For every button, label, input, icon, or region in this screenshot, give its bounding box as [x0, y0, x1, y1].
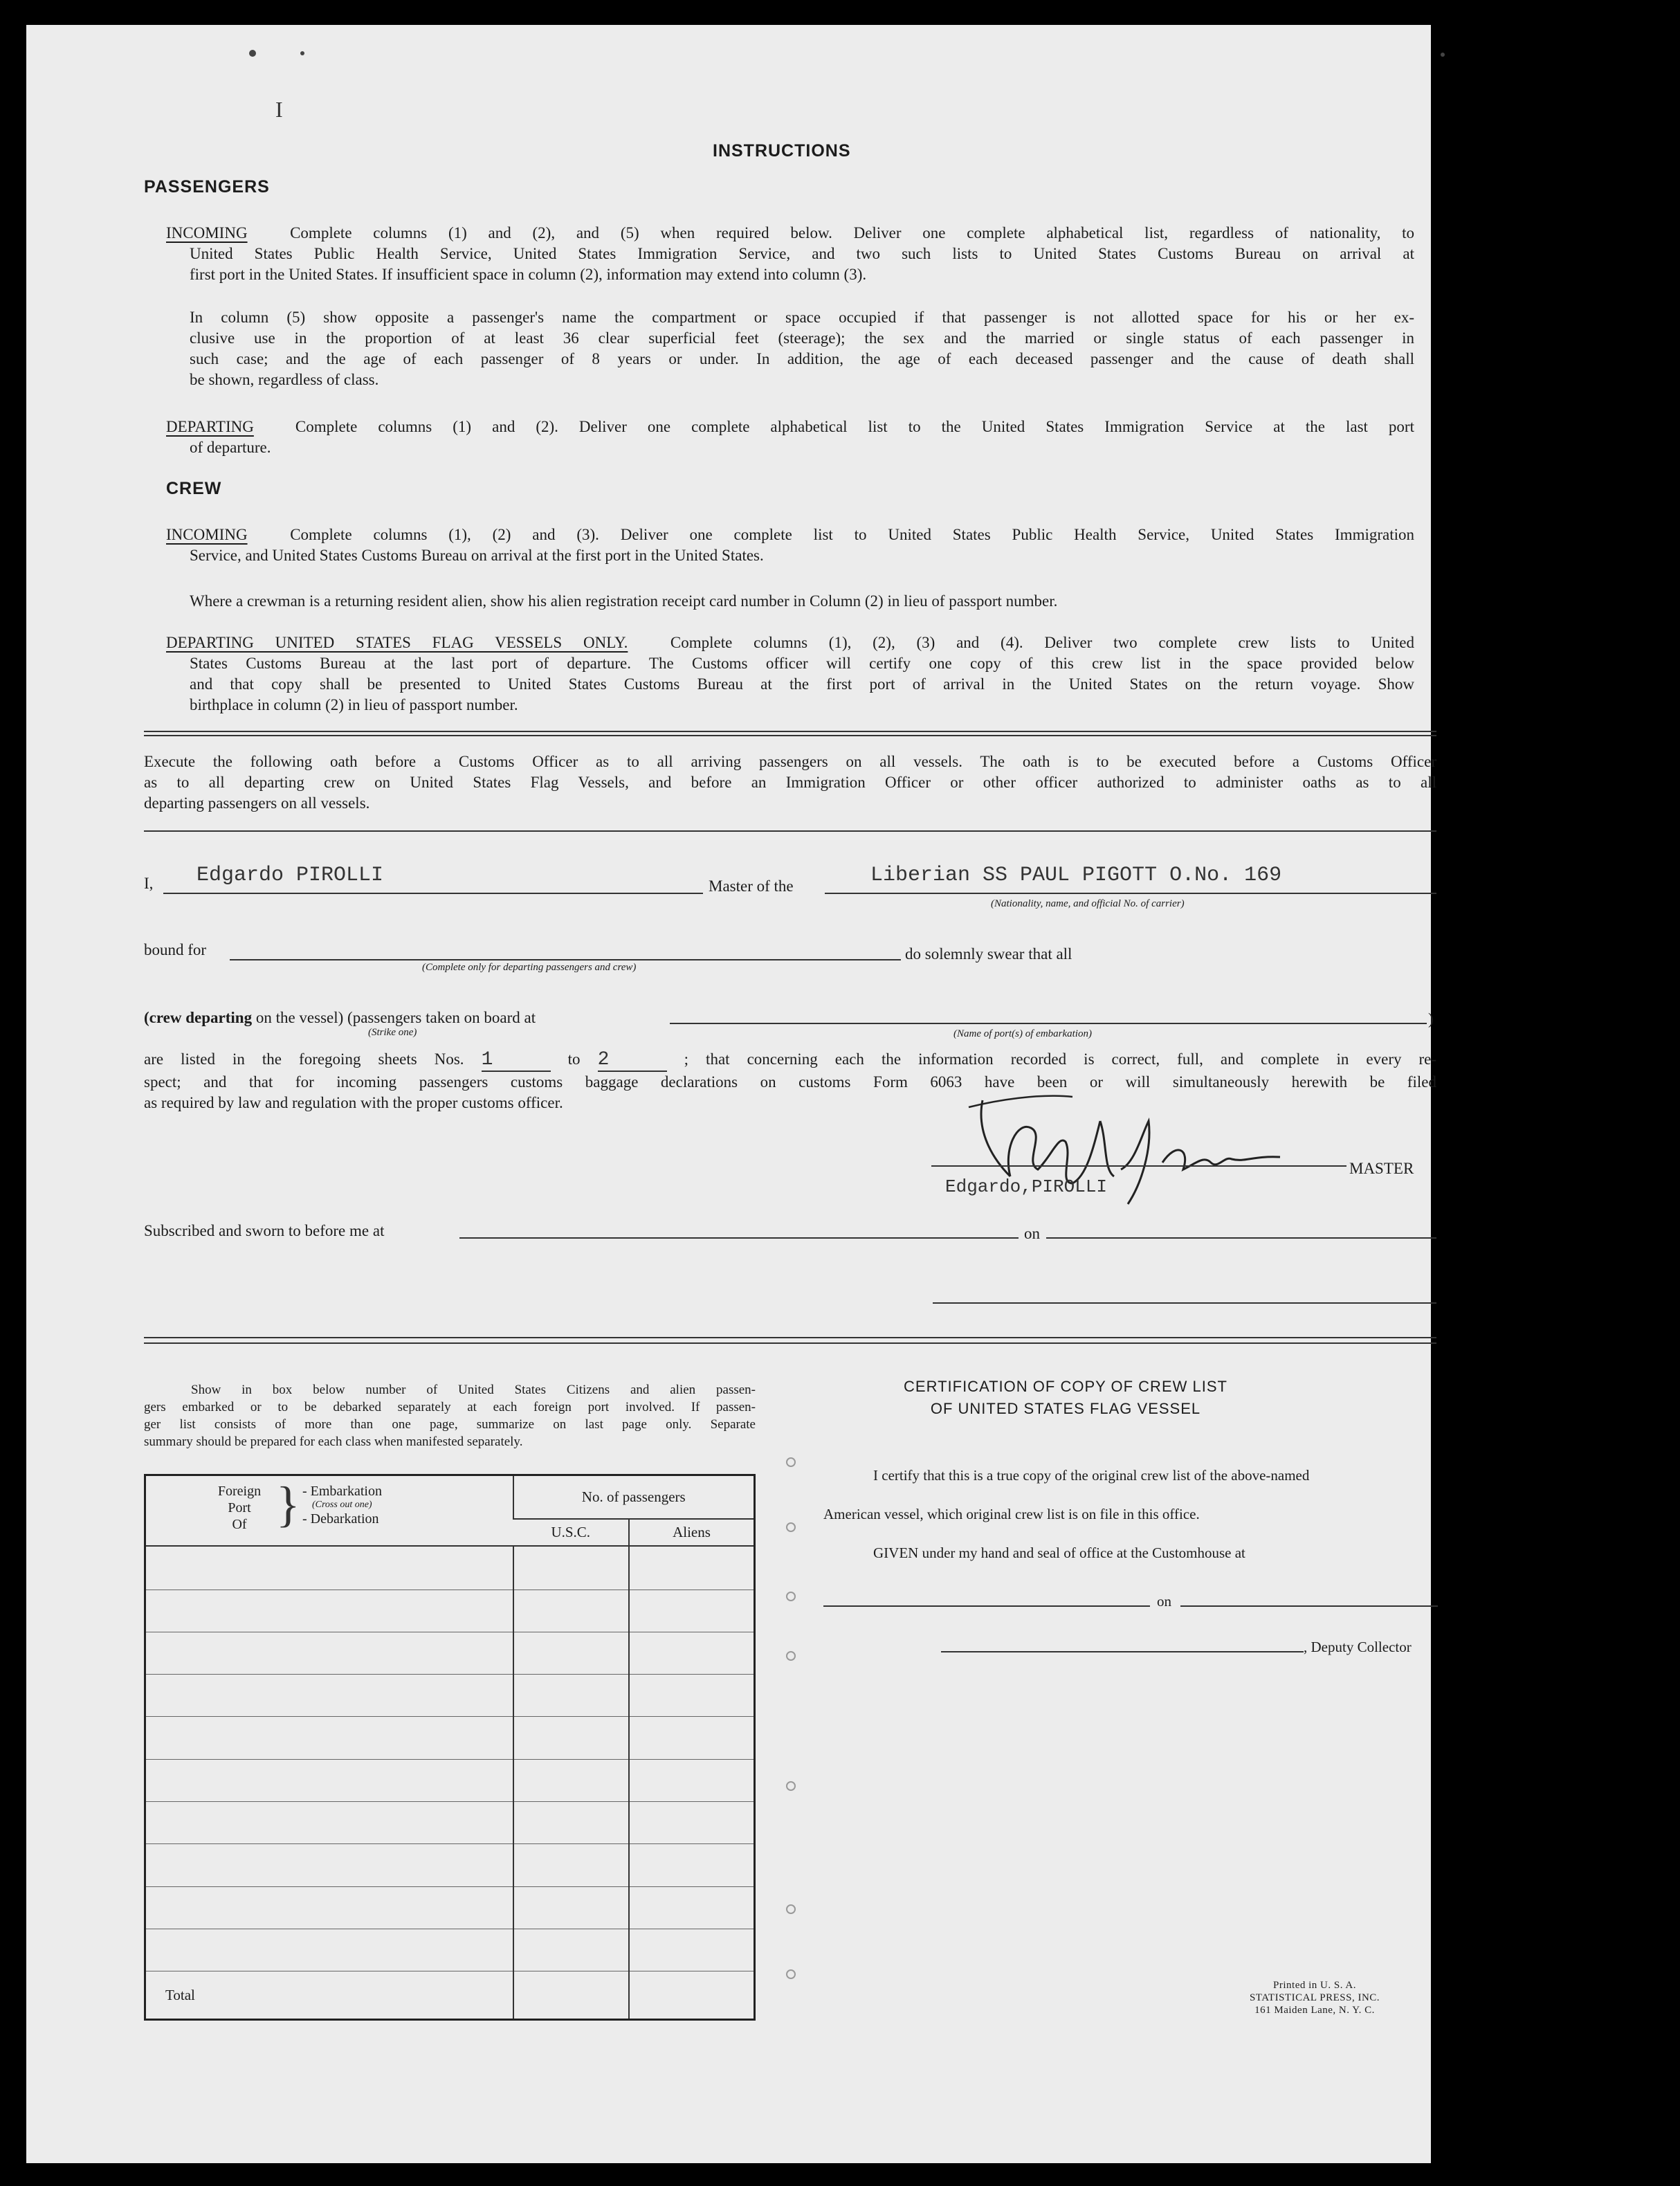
crew-departing-block: [166, 632, 1414, 716]
vessel-caption: (Nationality, name, and official No. of carrier): [991, 898, 1185, 909]
total-label: Total: [165, 1986, 195, 2003]
instructions-title: INSTRUCTIONS: [713, 141, 851, 161]
cert-on-label: on: [1157, 1593, 1171, 1610]
usc-cell[interactable]: [513, 1675, 630, 1717]
scan-mark: [1441, 53, 1445, 57]
summary-instructions-text: Show in box below number of United States Citizens and alien passen-: [191, 1383, 756, 1397]
embarkation-option[interactable]: - Embarkation: [302, 1484, 382, 1499]
sheet-to: 2: [597, 1049, 610, 1071]
usc-cell[interactable]: [513, 1844, 630, 1886]
hole-mark: [786, 1651, 796, 1661]
crew-departing-label: DEPARTING UNITED STATES FLAG VESSELS ONLY.: [166, 634, 628, 651]
signed-name: Edgardo,PIROLLI: [945, 1176, 1108, 1197]
crew-departing-text: birthplace in column (2) in lieu of passport number.: [190, 696, 518, 713]
crew-departing-text: Complete columns (1), (2), (3) and (4). Deliver two complete crew lists to United: [670, 634, 1415, 651]
hole-mark: [786, 1457, 796, 1467]
embarkation-ports-field[interactable]: [670, 999, 1427, 1024]
sheet-from: 1: [481, 1049, 493, 1071]
aliens-cell[interactable]: [629, 1929, 754, 1971]
aliens-cell[interactable]: [629, 1802, 754, 1844]
printer-line: 161 Maiden Lane, N. Y. C.: [1254, 2005, 1375, 2016]
cert-date-field[interactable]: [1180, 1585, 1438, 1607]
scan-mark: [249, 50, 256, 57]
usc-cell[interactable]: [513, 1632, 630, 1674]
port-label-line: Foreign: [217, 1484, 262, 1499]
embark-options: [302, 1483, 382, 1527]
usc-cell[interactable]: [513, 1759, 630, 1801]
aliens-cell[interactable]: [629, 1844, 754, 1886]
oath-intro: [144, 752, 1436, 814]
usc-cell[interactable]: [513, 1717, 630, 1759]
usc-cell[interactable]: [513, 1886, 630, 1929]
aliens-cell[interactable]: [629, 1546, 754, 1590]
printer-line: Printed in U. S. A.: [1273, 1980, 1356, 1991]
subscribed-text: Subscribed and sworn to before me at: [144, 1222, 385, 1239]
strike-one-caption: (Strike one): [368, 1027, 417, 1038]
given-text: GIVEN under my hand and seal of office at the Customhouse at: [873, 1545, 1245, 1561]
master-label: MASTER: [1349, 1160, 1414, 1177]
brace-icon: }: [276, 1477, 300, 1532]
to-label: to: [567, 1050, 581, 1068]
oath-i-label: I,: [144, 875, 154, 892]
crew-resident-text: Where a crewman is a returning resident alien, show his alien registration receipt card number in Column (2) in lieu of passport number.: [190, 592, 1058, 610]
certification-title: [816, 1376, 1315, 1420]
scan-mark: [300, 51, 304, 55]
close-paren: ): [1428, 1010, 1434, 1028]
summary-instructions: [144, 1381, 756, 1450]
debarkation-option[interactable]: - Debarkation: [302, 1511, 379, 1527]
port-label: [215, 1483, 264, 1533]
passengers-departing-label: DEPARTING: [166, 418, 254, 435]
page-mark: I: [275, 97, 283, 122]
sheet-to-field[interactable]: [598, 1049, 667, 1072]
aliens-cell[interactable]: [629, 1886, 754, 1929]
hole-mark: [786, 1781, 796, 1791]
printer-line: STATISTICAL PRESS, INC.: [1249, 1992, 1380, 2003]
certification-title-line: CERTIFICATION OF COPY OF CREW LIST: [904, 1378, 1227, 1395]
column5-text: be shown, regardless of class.: [190, 371, 379, 388]
passengers-departing-text: Complete columns (1) and (2). Deliver one complete alphabetical list to the United States Immigration Service at the last port: [295, 418, 1414, 435]
hole-mark: [786, 1592, 796, 1601]
port-cell[interactable]: [145, 1590, 513, 1632]
column5-text: such case; and the age of each passenger of 8 years or under. In addition, the age of each deceased passenger and the cause of death shall: [190, 350, 1414, 367]
column5-block: [190, 307, 1414, 390]
port-cell[interactable]: [145, 1802, 513, 1844]
on-vessel-text: on the vessel) (passengers taken on board at: [255, 1009, 536, 1026]
crew-heading: CREW: [166, 479, 222, 498]
sworn-place-field[interactable]: [459, 1217, 1019, 1239]
master-signature-line[interactable]: [931, 1151, 1346, 1167]
printer-imprint: [1218, 1979, 1412, 2016]
summary-instructions-text: summary should be prepared for each class when manifested separately.: [144, 1434, 523, 1449]
oath-intro-text: departing passengers on all vessels.: [144, 794, 370, 812]
oath-intro-text: as to all departing crew on United States Flag Vessels, and before an Immigration Officer or other officer authorized to administer oaths as to all: [144, 774, 1436, 791]
passengers-incoming-label: INCOMING: [166, 224, 248, 242]
crew-incoming-block: [166, 525, 1414, 566]
port-label-line: Port: [228, 1500, 251, 1515]
officer-signature-field[interactable]: [933, 1282, 1436, 1304]
crew-incoming-label: INCOMING: [166, 526, 248, 543]
divider: [144, 830, 1436, 832]
aliens-cell[interactable]: [629, 1759, 754, 1801]
summary-instructions-text: ger list consists of more than one page, summarize on last page only. Separate: [144, 1417, 756, 1432]
passenger-summary-table: [144, 1474, 756, 2021]
aliens-cell[interactable]: [629, 1675, 754, 1717]
american-text: American vessel, which original crew list is on file in this office.: [823, 1506, 1200, 1522]
sworn-on-label: on: [1024, 1225, 1040, 1242]
crew-departing-line: [144, 1008, 536, 1028]
usc-cell[interactable]: [513, 1546, 630, 1590]
aliens-cell[interactable]: [629, 1590, 754, 1632]
passengers-incoming-text: United States Public Health Service, United States Immigration Service, and two such lists to United States Customs Bureau on arrival at: [190, 245, 1414, 262]
port-cell[interactable]: [145, 1632, 513, 1674]
passengers-departing-text: of departure.: [190, 439, 271, 456]
passengers-incoming-text: Complete columns (1) and (2), and (5) when required below. Deliver one complete alphabetical list, regardless of nationality, to: [290, 224, 1415, 242]
crew-incoming-text: Complete columns (1), (2) and (3). Deliver one complete list to United States Public Health Service, United States Immigration: [290, 526, 1414, 543]
master-name: Edgardo PIROLLI: [197, 864, 384, 887]
passengers-departing-block: [166, 417, 1414, 458]
oath-intro-text: Execute the following oath before a Customs Officer as to all arriving passengers on all vessels. The oath is to be executed before a Customs Officer: [144, 753, 1436, 770]
column5-text: clusive use in the proportion of at least 36 clear superficial feet (steerage); the sex and the married or single status of each passenger in: [190, 329, 1414, 347]
no-passengers-header: No. of passengers: [513, 1475, 755, 1519]
port-header: [145, 1475, 513, 1546]
hole-mark: [786, 1969, 796, 1979]
column5-text: In column (5) show opposite a passenger's name the compartment or space occupied if that passenger is not allotted space for his or her ex-: [190, 309, 1414, 326]
vessel-name: Liberian SS PAUL PIGOTT O.No. 169: [870, 864, 1282, 887]
cross-out-caption: (Cross out one): [312, 1500, 372, 1510]
hole-mark: [786, 1904, 796, 1914]
certify-text: I certify that this is a true copy of the original crew list of the above-named: [873, 1467, 1310, 1484]
port-cell[interactable]: [145, 1844, 513, 1886]
usc-total-cell[interactable]: [513, 1971, 630, 2020]
port-cell[interactable]: [145, 1546, 513, 1590]
ports-caption: (Name of port(s) of embarkation): [953, 1028, 1092, 1039]
usc-cell[interactable]: [513, 1929, 630, 1971]
spect-text: spect; and that for incoming passengers customs baggage declarations on customs Form 6063 have been or will simultaneously herewith be filed: [144, 1073, 1436, 1091]
certification-title-line: OF UNITED STATES FLAG VESSEL: [930, 1400, 1201, 1417]
crew-departing-text: and that copy shall be presented to United States Customs Bureau at the first port of arrival in the United States on the return voyage. Show: [190, 675, 1414, 693]
usc-header: U.S.C.: [513, 1519, 630, 1546]
passengers-incoming-text: first port in the United States. If insufficient space in column (2), information may extend into column (3).: [190, 266, 867, 283]
summary-instructions-text: gers embarked or to be debarked separately at each foreign port involved. If passen-: [144, 1400, 756, 1414]
master-of-label: Master of the: [709, 877, 794, 895]
passengers-incoming-block: [166, 223, 1414, 285]
aliens-cell[interactable]: [629, 1632, 754, 1674]
port-cell[interactable]: [145, 1929, 513, 1971]
aliens-cell[interactable]: [629, 1717, 754, 1759]
customhouse-field[interactable]: [823, 1585, 1150, 1607]
crew-departing-choice[interactable]: (crew departing: [144, 1009, 253, 1026]
sheet-from-field[interactable]: [482, 1049, 551, 1072]
law-text: as required by law and regulation with the proper customs officer.: [144, 1094, 563, 1111]
deputy-collector-label: , Deputy Collector: [1304, 1639, 1412, 1655]
bound-for-caption: (Complete only for departing passengers and crew): [422, 962, 637, 973]
port-cell[interactable]: [145, 1886, 513, 1929]
deputy-collector-field[interactable]: [941, 1630, 1304, 1652]
swear-text: do solemnly swear that all: [905, 945, 1072, 963]
bound-for-label: bound for: [144, 941, 207, 958]
port-label-line: Of: [232, 1517, 247, 1532]
usc-cell[interactable]: [513, 1802, 630, 1844]
listed-rest: ; that concerning each the information recorded is correct, full, and complete in every re-: [684, 1050, 1437, 1068]
listed-text: are listed in the foregoing sheets Nos.: [144, 1050, 464, 1068]
port-cell[interactable]: [145, 1717, 513, 1759]
divider: [144, 1342, 1436, 1344]
crew-departing-text: States Customs Bureau at the last port of departure. The Customs officer will certify one copy of this crew list in the space provided below: [190, 655, 1414, 672]
aliens-header: Aliens: [629, 1519, 754, 1546]
sworn-date-field[interactable]: [1046, 1217, 1436, 1239]
divider: [144, 731, 1436, 732]
divider: [144, 1337, 1436, 1338]
bound-for-field[interactable]: [230, 936, 901, 960]
port-cell[interactable]: [145, 1675, 513, 1717]
hole-mark: [786, 1522, 796, 1532]
crew-incoming-text: Service, and United States Customs Bureau on arrival at the first port in the United States.: [190, 547, 764, 564]
master-signature: [955, 1080, 1301, 1218]
passengers-heading: PASSENGERS: [144, 177, 270, 197]
usc-cell[interactable]: [513, 1590, 630, 1632]
aliens-total-cell[interactable]: [629, 1971, 754, 2020]
port-cell[interactable]: [145, 1759, 513, 1801]
divider: [144, 735, 1436, 736]
